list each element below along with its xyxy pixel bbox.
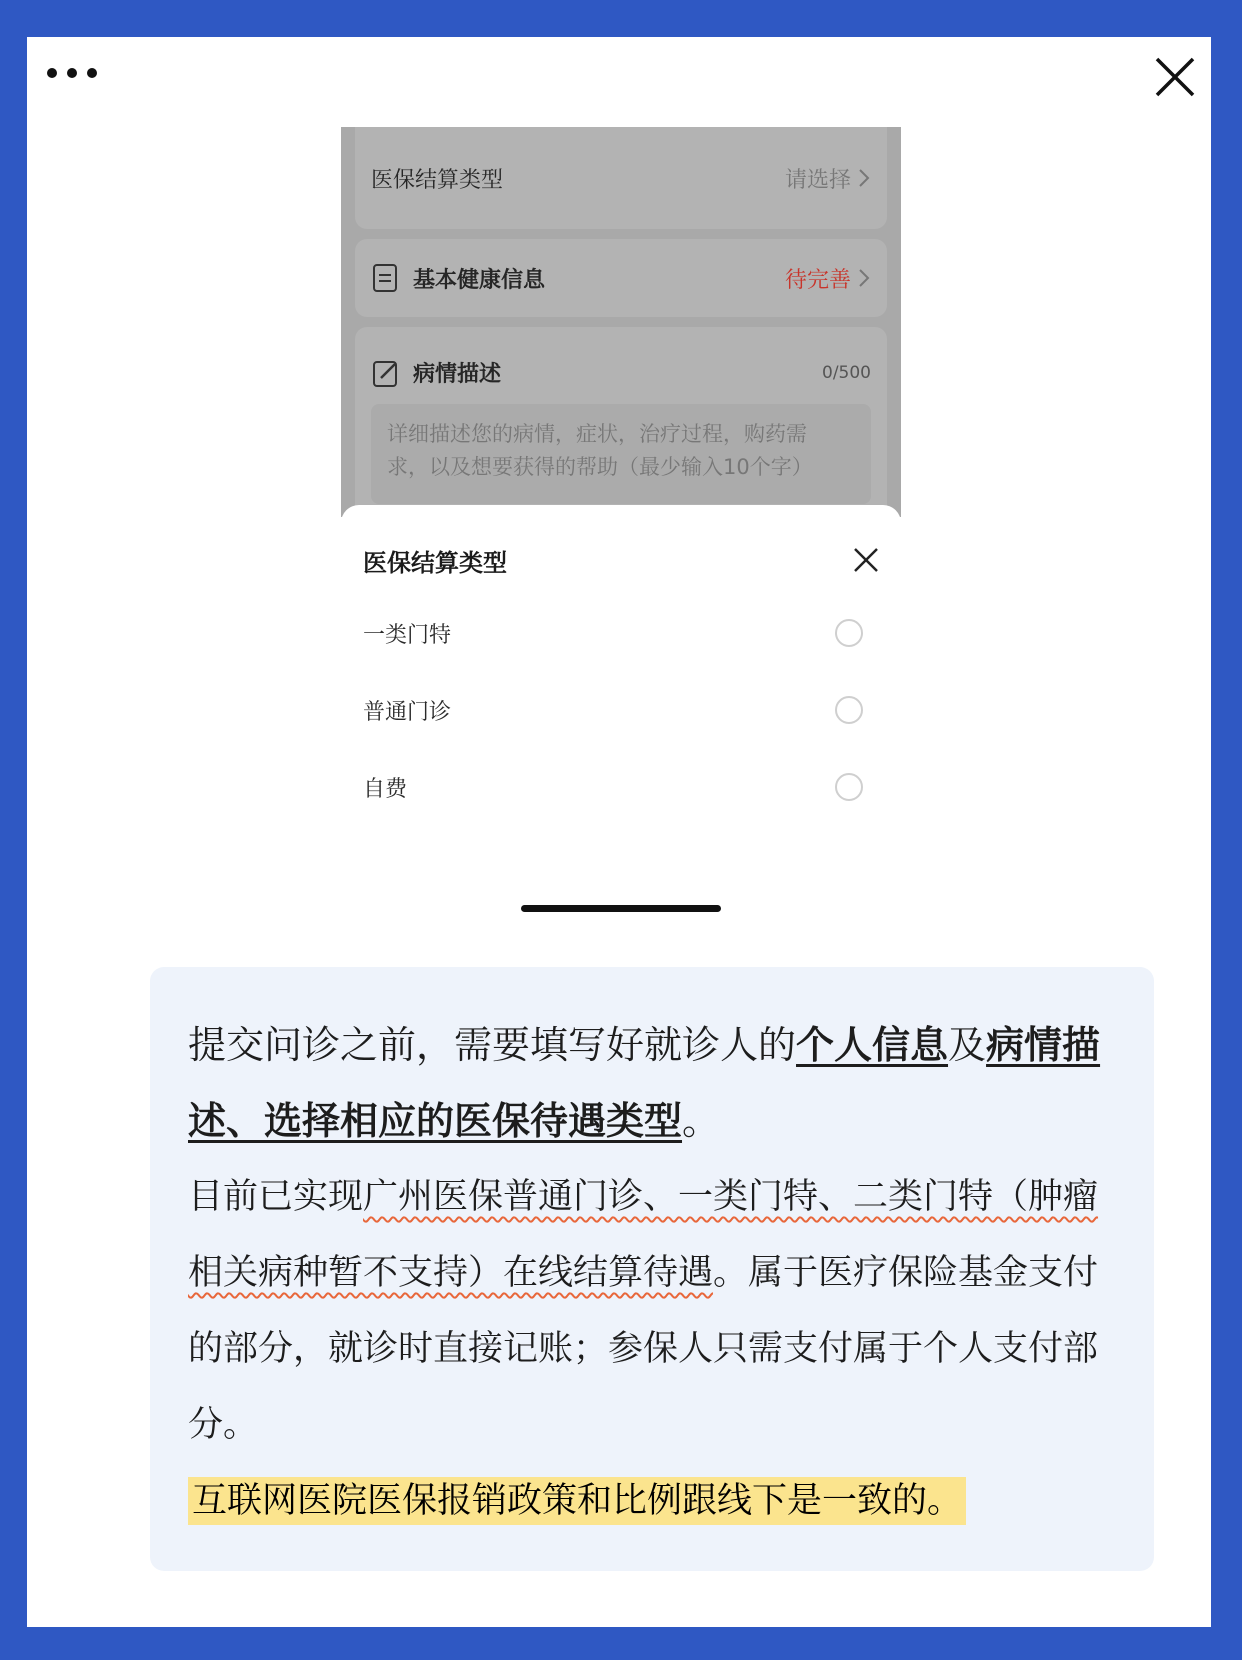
chevron-right-icon <box>857 267 871 289</box>
char-count: 0/500 <box>822 362 871 383</box>
settle-type-row[interactable] <box>355 127 887 229</box>
underlined-phrase: 个人信息 <box>796 1023 949 1067</box>
highlighted-note: 互联网医院医保报销政策和比例跟线下是一致的。 <box>188 1477 966 1525</box>
wavy-underlined-phrase: 广州医保普通门诊、一类门特、二类门特（肿瘤相关病种暂不支持）在线结算待遇 <box>188 1177 1099 1293</box>
phone-screenshot <box>341 127 901 975</box>
document-icon <box>371 263 399 293</box>
settle-type-label: 医保结算类型 <box>371 167 504 193</box>
option-general-outpatient[interactable] <box>363 685 863 735</box>
close-icon[interactable] <box>1151 53 1199 101</box>
health-info-status: 待完善 <box>784 267 851 293</box>
home-indicator <box>521 905 721 912</box>
placeholder-line-2: 求，以及想要获得的帮助（最少输入10个字） <box>387 455 813 479</box>
info-paragraph-3 <box>188 1463 1126 1539</box>
info-paragraph-2: 目前已实现广州医保普通门诊、一类门特、二类门特（肿瘤相关病种暂不支持）在线结算待遇。属于医疗保险基金支付的部分，就诊时直接记账；参保人只需支付属于个人支付部分。 <box>188 1177 1099 1445</box>
placeholder-line-1: 详细描述您的病情，症状，治疗过程，购药需 <box>387 422 807 446</box>
bottom-sheet <box>341 505 901 975</box>
radio-button[interactable] <box>835 619 863 647</box>
sheet-title: 医保结算类型 <box>363 549 507 577</box>
condition-description-input[interactable] <box>371 404 871 504</box>
condition-description-label: 病情描述 <box>413 362 502 387</box>
option-label: 自费 <box>363 776 408 802</box>
close-icon[interactable] <box>851 545 881 575</box>
health-info-label: 基本健康信息 <box>413 267 546 293</box>
settle-type-value: 请选择 <box>784 167 851 193</box>
more-icon[interactable] <box>47 67 97 79</box>
condition-description-section <box>355 327 887 527</box>
info-paragraph-1: 提交问诊之前，需要填写好就诊人的个人信息及病情描述、选择相应的医保待遇类型。 <box>188 1023 1101 1143</box>
health-info-row[interactable] <box>355 239 887 317</box>
underlined-phrase: 病情描述、选择相应的医保待遇类型 <box>188 1023 1101 1143</box>
radio-button[interactable] <box>835 696 863 724</box>
content-card <box>27 37 1211 1627</box>
info-box <box>150 967 1154 1571</box>
option-class-one-special[interactable] <box>363 608 863 658</box>
option-self-pay[interactable] <box>363 762 863 812</box>
radio-button[interactable] <box>835 773 863 801</box>
option-label: 普通门诊 <box>363 699 452 725</box>
chevron-right-icon <box>857 167 871 189</box>
edit-icon <box>371 358 399 388</box>
option-label: 一类门特 <box>363 622 452 648</box>
